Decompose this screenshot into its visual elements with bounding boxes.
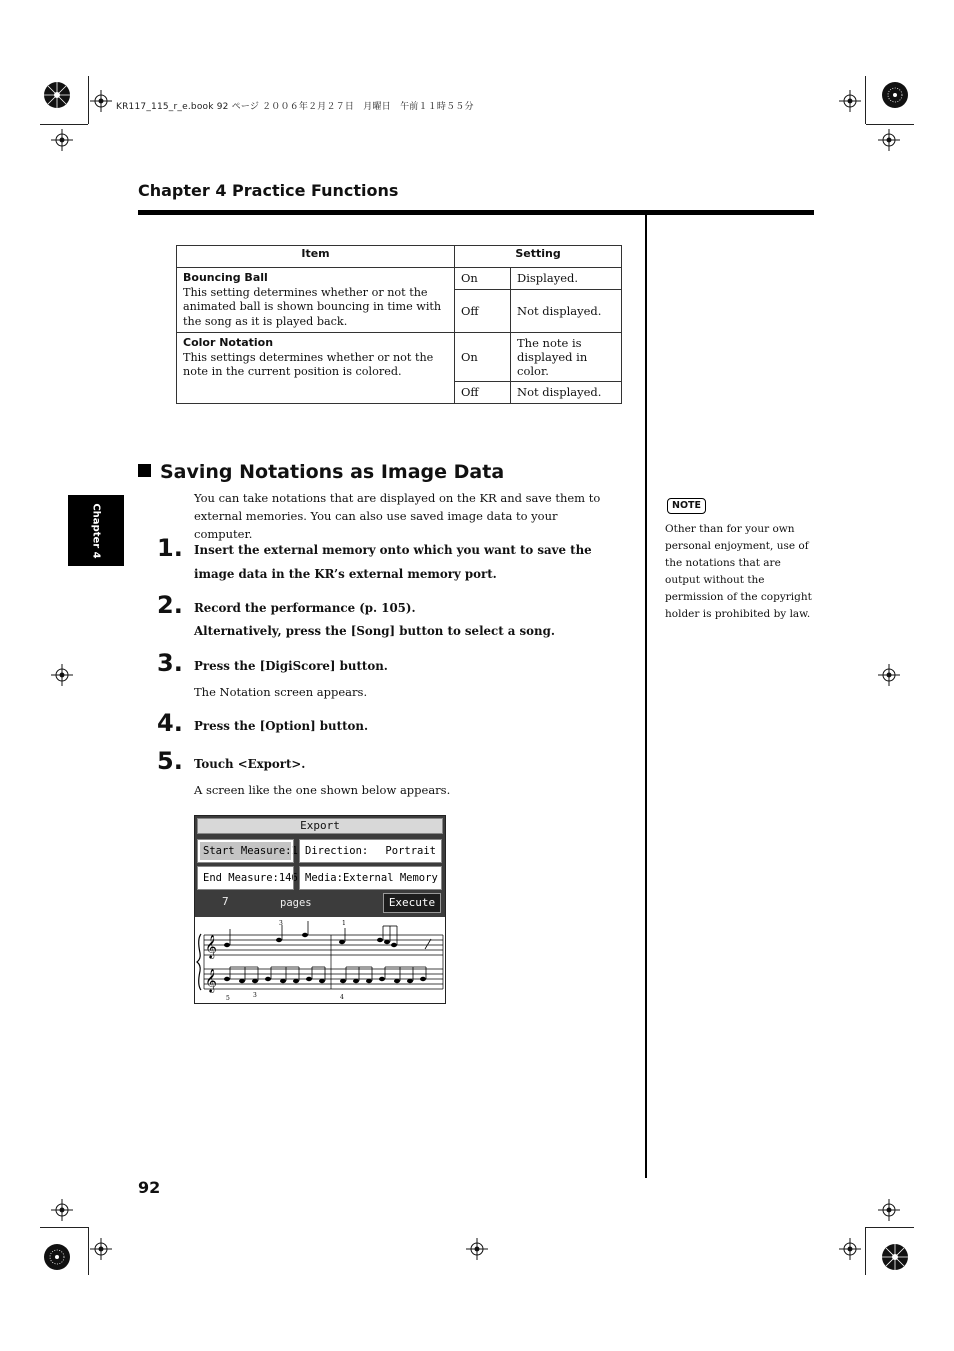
settings-table — [176, 245, 622, 404]
registration-mark — [878, 664, 900, 686]
fingering-label: 3 — [253, 992, 257, 999]
end-measure-label: End Measure: — [203, 872, 279, 884]
start-measure-label: Start Measure: — [203, 845, 292, 857]
rosette-mark-bottom-right — [881, 1243, 909, 1271]
execute-button[interactable]: Execute — [383, 893, 441, 913]
fingering-label: 4 — [340, 994, 344, 1001]
media-label: Media: — [305, 872, 343, 884]
option-value: Off — [455, 290, 511, 333]
rosette-mark-top-left — [43, 81, 71, 109]
item-name: Bouncing Ball — [183, 271, 268, 284]
registration-mark — [839, 1238, 861, 1260]
chapter-tab-label: Chapter 4 — [90, 502, 102, 559]
export-screen-title: Export — [197, 818, 443, 834]
file-header: KR117_115_r_e.book 92 ページ ２００６年２月２７日 月曜日 午前１１時５５分 — [116, 102, 474, 112]
crop-line — [866, 124, 914, 125]
option-result: Displayed. — [511, 268, 622, 290]
crop-line — [865, 1227, 866, 1275]
registration-mark — [51, 129, 73, 151]
step-number: 1. — [157, 534, 183, 562]
table-cell-item — [177, 333, 455, 404]
end-measure-value: 146 — [278, 872, 298, 884]
registration-mark — [90, 1238, 112, 1260]
step-text: Insert the external memory onto which you want to save the image data in the KR’s external memory port. — [194, 543, 592, 581]
step-note: The Notation screen appears. — [194, 685, 368, 699]
crop-line — [88, 76, 89, 124]
direction-field[interactable] — [300, 840, 441, 862]
table-header-row — [177, 246, 622, 268]
section-intro: You can take notations that are displayed on the KR and save them to external memories. You can also use saved image data to your computer. — [194, 491, 601, 541]
pages-count: 7 — [222, 895, 229, 908]
crop-line — [40, 1227, 88, 1228]
end-measure-field[interactable] — [198, 867, 298, 889]
registration-mark — [878, 1199, 900, 1221]
option-result: Not displayed. — [511, 290, 622, 333]
table-header-item: Item — [177, 246, 455, 268]
option-value: On — [455, 268, 511, 290]
step-note: A screen like the one shown below appears. — [194, 783, 451, 797]
fingering-label: 5 — [226, 995, 230, 1002]
fingering-label: 1 — [342, 920, 346, 927]
fingering-label: 3 — [279, 920, 283, 927]
media-value: External Memory — [342, 872, 438, 884]
registration-mark — [839, 90, 861, 112]
square-bullet-icon — [138, 464, 151, 477]
item-name: Color Notation — [183, 336, 274, 349]
notation-preview — [195, 917, 445, 1003]
start-measure-value: 1 — [291, 845, 298, 857]
crop-line — [865, 76, 866, 124]
score-image — [195, 917, 445, 1003]
svg-text:𝄞: 𝄞 — [205, 968, 217, 992]
table-row — [177, 333, 622, 382]
section-title-text: Saving Notations as Image Data — [160, 461, 505, 483]
step-text: Touch <Export>. — [194, 757, 306, 771]
table-header-setting: Setting — [455, 246, 622, 268]
chapter-header: Chapter 4 Practice Functions — [138, 181, 399, 200]
step-text: Record the performance (p. 105). — [194, 601, 416, 615]
crop-line — [866, 1227, 914, 1228]
column-rule — [645, 215, 647, 1178]
registration-mark — [90, 90, 112, 112]
step-text: Press the [DigiScore] button. — [194, 659, 388, 673]
note-text: Other than for your own personal enjoyment, use of the notations that are output without the permission of the copyright holder is prohibited by law. — [665, 523, 812, 620]
start-measure-field[interactable] — [198, 840, 298, 862]
note-badge: NOTE — [667, 498, 706, 514]
step-number: 2. — [157, 591, 183, 619]
page-number: 92 — [138, 1178, 161, 1197]
section-title — [138, 461, 504, 483]
registration-mark — [51, 664, 73, 686]
crop-line — [88, 1227, 89, 1275]
svg-text:𝄞: 𝄞 — [205, 934, 217, 958]
option-value: On — [455, 333, 511, 382]
step-number: 3. — [157, 649, 183, 677]
step-text: Alternatively, press the [Song] button to select a song. — [194, 624, 555, 638]
registration-mark — [51, 1199, 73, 1221]
step-text: Press the [Option] button. — [194, 719, 369, 733]
export-screen — [194, 815, 446, 1004]
option-result: The note is displayed in color. — [511, 333, 622, 382]
option-result: Not displayed. — [511, 382, 622, 404]
header-rule — [138, 210, 814, 215]
option-value: Off — [455, 382, 511, 404]
direction-value: Portrait — [385, 845, 436, 857]
crop-line — [40, 124, 88, 125]
media-field[interactable] — [300, 867, 441, 889]
table-row — [177, 268, 622, 290]
pages-label: pages — [280, 897, 312, 909]
chapter-tab — [68, 495, 124, 566]
rosette-mark-bottom-left — [43, 1243, 71, 1271]
item-description: This setting determines whether or not the animated ball is shown bouncing in time with the song as it is played back. — [183, 285, 442, 328]
step-number: 4. — [157, 709, 183, 737]
rosette-mark-top-right — [881, 81, 909, 109]
item-description: This settings determines whether or not the note in the current position is colored. — [183, 350, 434, 378]
registration-mark — [466, 1238, 488, 1260]
table-cell-item — [177, 268, 455, 333]
step-number: 5. — [157, 747, 183, 775]
registration-mark — [878, 129, 900, 151]
direction-label: Direction: — [305, 845, 369, 857]
